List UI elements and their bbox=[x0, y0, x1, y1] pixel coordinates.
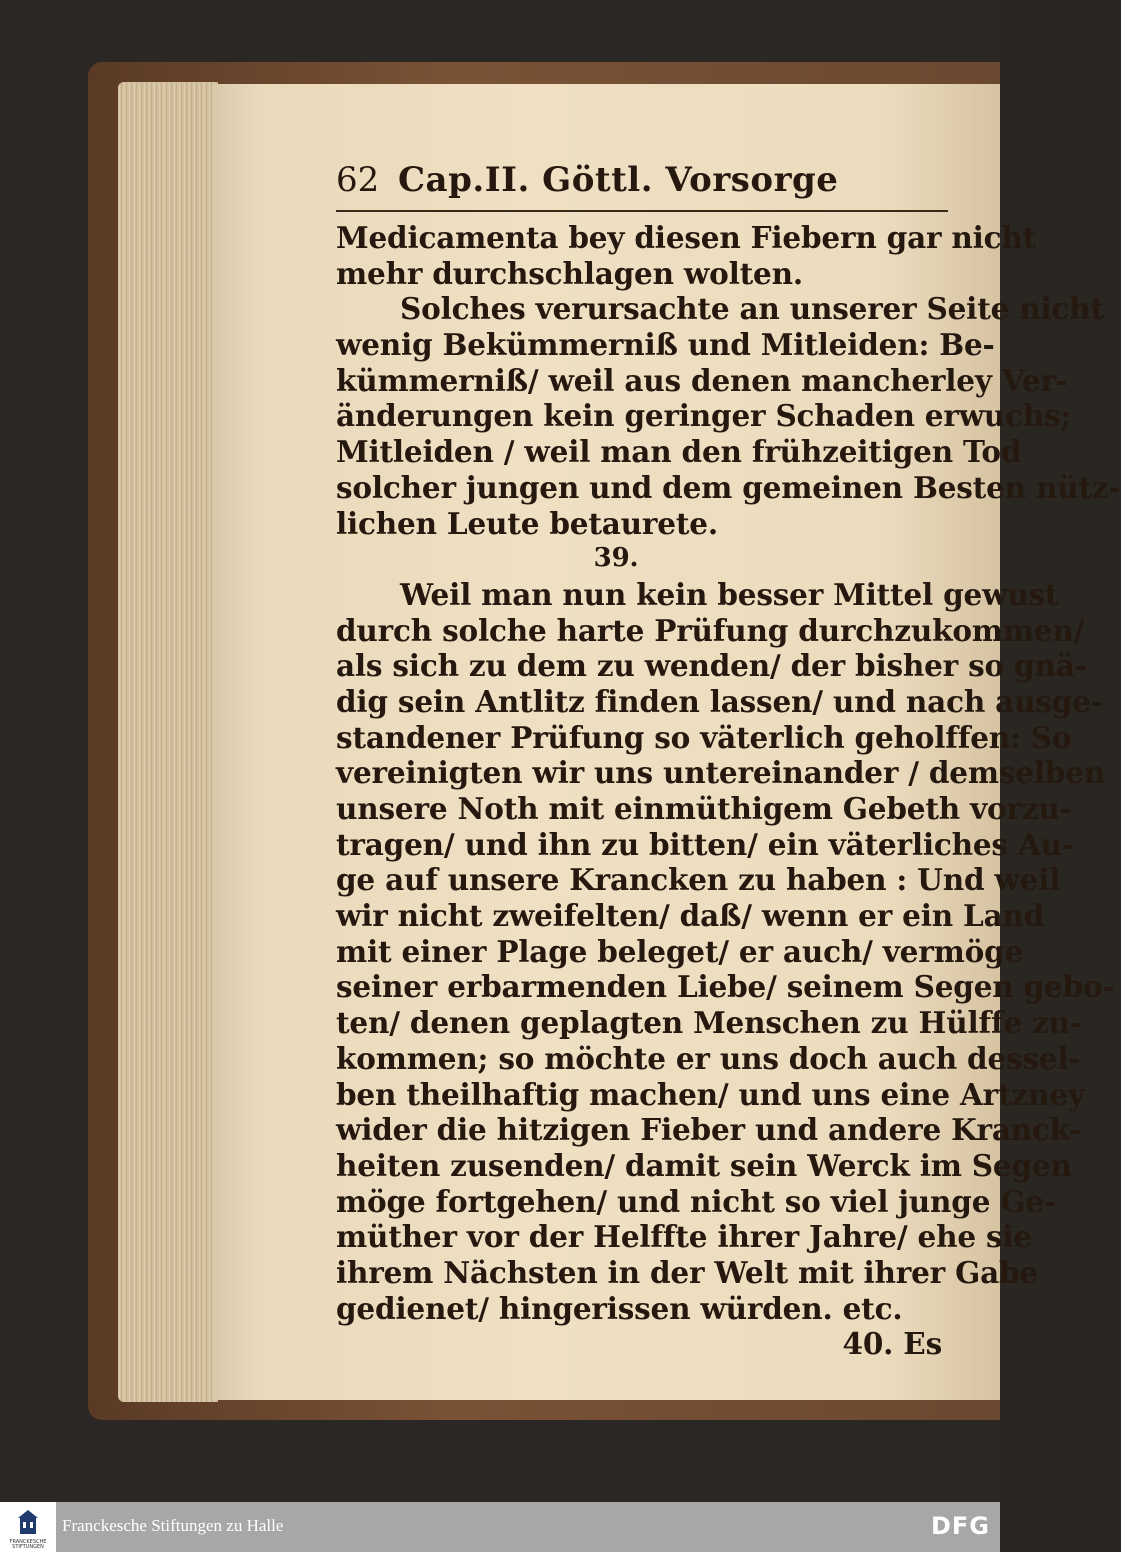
text-line: wenig Bekümmerniß und Mitleiden: Be- bbox=[336, 327, 995, 363]
text-line: standener Prüfung so väterlich geholffen: So bbox=[336, 719, 1072, 755]
text-line: ihrem Nächsten in der Welt mit ihrer Gabe bbox=[336, 1254, 1038, 1290]
text-line: mit einer Plage beleget/ er auch/ vermöge bbox=[336, 933, 1024, 969]
text-line: änderungen kein geringer Schaden erwuchs; bbox=[336, 398, 1072, 434]
text-line: ben theilhaftig machen/ und uns eine Artzney bbox=[336, 1076, 1085, 1112]
text-line: kümmerniß/ weil aus denen mancherley Ver- bbox=[336, 362, 1068, 398]
text-line: mehr durchschlagen wolten. bbox=[336, 255, 803, 291]
franckesche-stiftungen-logo[interactable] bbox=[0, 1502, 56, 1552]
viewer-footer bbox=[0, 1502, 1000, 1552]
text-line: unsere Noth mit einmüthigem Gebeth vorzu- bbox=[336, 791, 1072, 826]
text-line: durch solche harte Prüfung durchzukommen/ bbox=[336, 612, 1085, 648]
text-line: dig sein Antlitz finden lassen/ und nach ausge- bbox=[336, 683, 1103, 719]
running-head-title: Cap.II. Göttl. Vorsorge bbox=[398, 160, 839, 200]
institution-name: Franckesche Stiftungen zu Halle bbox=[62, 1516, 284, 1535]
page-number: 62 bbox=[336, 160, 380, 200]
text-line: müther vor der Helffte ihrer Jahre/ ehe sie bbox=[336, 1219, 1032, 1255]
text-line: seiner erbarmenden Liebe/ seinem Segen gebo- bbox=[336, 969, 1115, 1005]
text-line: möge fortgehen/ und nicht so viel junge Ge- bbox=[336, 1183, 1056, 1219]
header-rule bbox=[336, 210, 948, 212]
text-line: gedienet/ hingerissen würden. etc. bbox=[336, 1290, 903, 1326]
text-lines bbox=[336, 220, 1121, 1362]
text-line: Mitleiden / weil man den frühzeitigen Tod bbox=[336, 434, 1022, 470]
text-line: Medicamenta bey diesen Fiebern gar nicht bbox=[336, 220, 1037, 255]
text-line: tragen/ und ihn zu bitten/ ein väterliches Au- bbox=[336, 826, 1074, 862]
building-icon bbox=[16, 1508, 40, 1538]
text-line: ten/ denen geplagten Menschen zu Hülffe zu- bbox=[336, 1005, 1082, 1041]
text-line: als sich zu dem zu wenden/ der bisher so gnä- bbox=[336, 648, 1087, 684]
page-text-block bbox=[336, 160, 1121, 1362]
text-line: Solches verursachte an unserer Seite nicht bbox=[400, 291, 1104, 327]
text-line: 40. Es bbox=[842, 1326, 942, 1362]
logo-caption: FRANCKESCHE STIFTUNGEN bbox=[9, 1539, 47, 1550]
text-line: 39. bbox=[593, 543, 639, 574]
text-line: vereinigten wir uns untereinander / demselben bbox=[336, 755, 1106, 791]
page-edges bbox=[118, 82, 218, 1402]
text-line: kommen; so möchte er uns doch auch dessel- bbox=[336, 1040, 1081, 1076]
running-header bbox=[336, 160, 956, 208]
text-line: ge auf unsere Krancken zu haben : Und weil bbox=[336, 862, 1061, 898]
text-line: Weil man nun kein besser Mittel gewust bbox=[400, 576, 1059, 612]
text-line: wider die hitzigen Fieber und andere Kranck- bbox=[336, 1112, 1081, 1148]
dfg-logo[interactable]: DFG bbox=[930, 1512, 990, 1540]
text-line: wir nicht zweifelten/ daß/ wenn er ein Land bbox=[336, 898, 1045, 934]
text-line: solcher jungen und dem gemeinen Besten nütz- bbox=[336, 469, 1121, 505]
text-line: lichen Leute betaurete. bbox=[336, 505, 718, 541]
text-line: heiten zusenden/ damit sein Werck im Segen bbox=[336, 1147, 1072, 1183]
